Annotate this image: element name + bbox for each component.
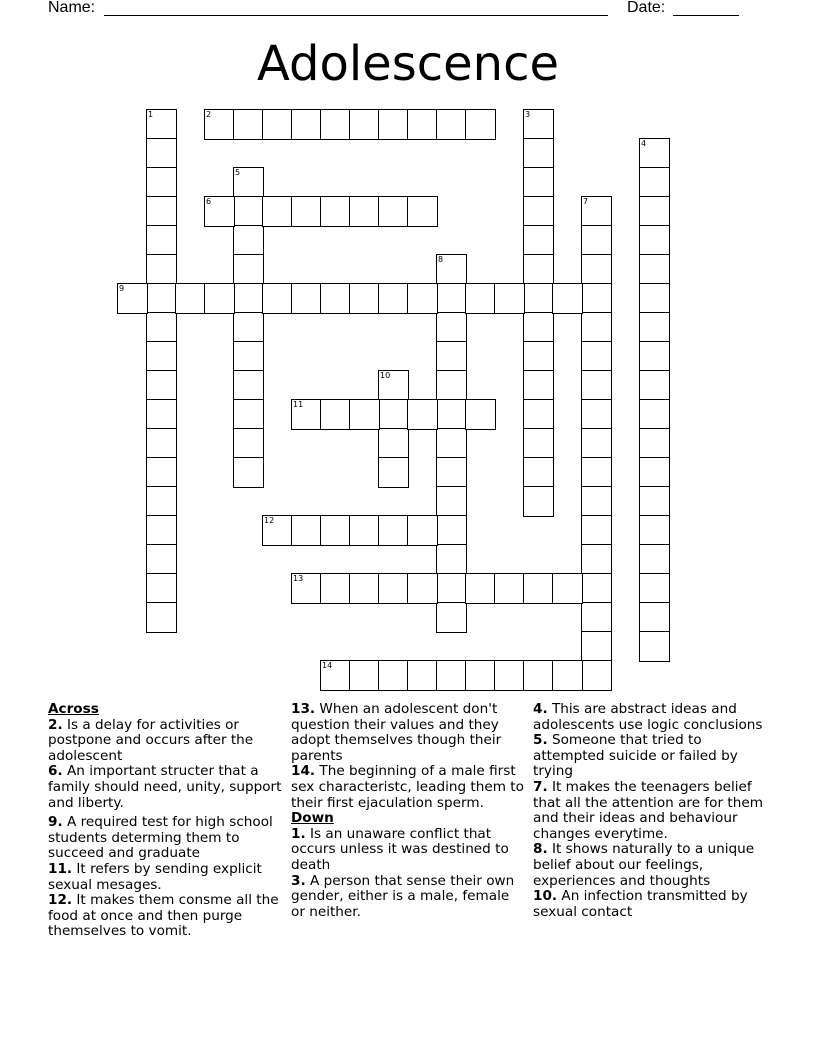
clues-column-3 (533, 702, 773, 920)
grid-cell[interactable] (407, 196, 438, 227)
grid-cell[interactable] (436, 660, 467, 691)
clue-number: 3 (525, 110, 531, 119)
grid-cell[interactable] (320, 660, 351, 691)
grid-cell[interactable] (233, 196, 264, 227)
grid-cell[interactable] (436, 544, 467, 575)
grid-cell[interactable] (291, 399, 322, 430)
clues-column-1 (48, 702, 284, 940)
grid-cell[interactable] (523, 283, 554, 314)
grid-cell[interactable] (436, 109, 467, 140)
name-label: Name: (48, 0, 96, 16)
clue-number: 14 (322, 661, 333, 670)
grid-cell[interactable] (291, 283, 322, 314)
grid-cell[interactable] (639, 341, 670, 372)
grid-cell[interactable] (639, 254, 670, 285)
grid-cell[interactable] (436, 254, 467, 285)
grid-cell[interactable] (320, 515, 351, 546)
grid-cell[interactable] (639, 312, 670, 343)
grid-cell[interactable] (523, 486, 554, 517)
grid-cell[interactable] (465, 283, 496, 314)
grid-cell[interactable] (146, 370, 177, 401)
grid-cell[interactable] (349, 660, 380, 691)
grid-cell[interactable] (639, 631, 670, 662)
grid-cell[interactable] (233, 341, 264, 372)
grid-cell[interactable] (581, 457, 612, 488)
grid-cell[interactable] (465, 573, 496, 604)
grid-cell[interactable] (407, 283, 438, 314)
grid-cell[interactable] (233, 428, 264, 459)
grid-cell[interactable] (378, 457, 409, 488)
grid-cell[interactable] (233, 312, 264, 343)
grid-cell[interactable] (639, 138, 670, 169)
grid-cell[interactable] (233, 225, 264, 256)
grid-cell[interactable] (581, 544, 612, 575)
grid-cell[interactable] (523, 428, 554, 459)
grid-cell[interactable] (639, 370, 670, 401)
grid-cell[interactable] (436, 283, 467, 314)
grid-cell[interactable] (581, 312, 612, 343)
grid-cell[interactable] (639, 167, 670, 198)
grid-cell[interactable] (204, 109, 235, 140)
grid-cell[interactable] (581, 486, 612, 517)
grid-cell[interactable] (146, 573, 177, 604)
grid-cell[interactable] (494, 573, 525, 604)
grid-cell[interactable] (233, 283, 264, 314)
grid-cell[interactable] (436, 370, 467, 401)
clue-across-14: 14. The beginning of a male first sex characteristc, leading them to their first ejaculation sperm. (291, 763, 524, 811)
grid-cell[interactable] (465, 399, 496, 430)
grid-cell[interactable] (639, 196, 670, 227)
grid-cell[interactable] (349, 573, 380, 604)
grid-cell[interactable] (262, 109, 293, 140)
clue-number: 2 (206, 110, 212, 119)
grid-cell[interactable] (436, 486, 467, 517)
grid-cell[interactable] (581, 631, 612, 662)
grid-cell[interactable] (639, 573, 670, 604)
grid-cell[interactable] (320, 196, 351, 227)
grid-cell[interactable] (639, 428, 670, 459)
clue-number: 6 (206, 197, 212, 206)
grid-cell[interactable] (581, 196, 612, 227)
grid-cell[interactable] (552, 573, 583, 604)
grid-cell[interactable] (407, 399, 438, 430)
grid-cell[interactable] (639, 486, 670, 517)
grid-cell[interactable] (523, 196, 554, 227)
grid-cell[interactable] (436, 515, 467, 546)
grid-cell[interactable] (291, 196, 322, 227)
clue-number: 8 (438, 255, 444, 264)
clue-number: 5 (235, 168, 241, 177)
grid-cell[interactable] (523, 254, 554, 285)
grid-cell[interactable] (639, 544, 670, 575)
grid-cell[interactable] (581, 225, 612, 256)
clue-down-8: 8. It shows naturally to a unique belief about our feelings, experiences and thoughts (533, 841, 755, 889)
grid-cell[interactable] (146, 515, 177, 546)
grid-cell[interactable] (146, 312, 177, 343)
grid-cell[interactable] (581, 515, 612, 546)
grid-cell[interactable] (146, 341, 177, 372)
grid-cell[interactable] (146, 283, 177, 314)
grid-cell[interactable] (146, 428, 177, 459)
grid-cell[interactable] (204, 196, 235, 227)
grid-cell[interactable] (523, 573, 554, 604)
clues-column-2 (291, 702, 527, 920)
grid-cell[interactable] (349, 283, 380, 314)
grid-cell[interactable] (349, 109, 380, 140)
grid-cell[interactable] (523, 312, 554, 343)
grid-cell[interactable] (581, 283, 612, 314)
grid-cell[interactable] (378, 515, 409, 546)
clue-across-12: 12. It makes them consme all the food at once and then purge themselves to vomit. (48, 892, 279, 940)
grid-cell[interactable] (407, 515, 438, 546)
grid-cell[interactable] (146, 399, 177, 430)
grid-cell[interactable] (581, 254, 612, 285)
grid-cell[interactable] (465, 109, 496, 140)
clue-down-7: 7. It makes the teenagers belief that all the attention are for them and their ideas and behaviour changes everytime. (533, 778, 763, 842)
grid-cell[interactable] (523, 167, 554, 198)
grid-cell[interactable] (146, 254, 177, 285)
grid-cell[interactable] (204, 283, 235, 314)
grid-cell[interactable] (262, 196, 293, 227)
grid-cell[interactable] (436, 312, 467, 343)
grid-cell[interactable] (436, 341, 467, 372)
grid-cell[interactable] (146, 602, 177, 633)
grid-cell[interactable] (639, 515, 670, 546)
grid-cell[interactable] (291, 515, 322, 546)
grid-cell[interactable] (320, 573, 351, 604)
grid-cell[interactable] (233, 399, 264, 430)
grid-cell[interactable] (233, 109, 264, 140)
grid-cell[interactable] (146, 196, 177, 227)
grid-cell[interactable] (378, 573, 409, 604)
grid-cell[interactable] (581, 428, 612, 459)
grid-cell[interactable] (146, 167, 177, 198)
grid-cell[interactable] (494, 660, 525, 691)
grid-cell[interactable] (581, 573, 612, 604)
clue-across-11: 11. It refers by sending explicit sexual mesages. (48, 860, 262, 893)
date-label: Date: (627, 0, 666, 16)
clue-down-10: 10. An infection transmitted by sexual contact (533, 888, 748, 920)
grid-cell[interactable] (639, 457, 670, 488)
grid-cell[interactable] (378, 428, 409, 459)
clue-down-5: 5. Someone that tried to attempted suicide or failed by trying (533, 732, 738, 780)
grid-cell[interactable] (523, 138, 554, 169)
grid-cell[interactable] (465, 660, 496, 691)
grid-cell[interactable] (523, 225, 554, 256)
clue-number: 13 (293, 574, 304, 583)
grid-cell[interactable] (581, 370, 612, 401)
grid-cell[interactable] (233, 254, 264, 285)
clue-number: 9 (119, 284, 125, 293)
grid-cell[interactable] (320, 399, 351, 430)
clue-across-6: 6. An important structer that a family should need, unity, support and liberty. (48, 763, 282, 811)
clue-across-13: 13. When an adolescent don't question their values and they adopt themselves though their parents (291, 701, 502, 764)
grid-cell[interactable] (407, 573, 438, 604)
grid-cell[interactable] (233, 457, 264, 488)
clue-down-3: 3. A person that sense their own gender, either is a male, female or neither. (291, 872, 515, 920)
grid-cell[interactable] (233, 167, 264, 198)
clue-across-9: 9. A required test for high school students determing them to succeed and graduate (48, 814, 273, 862)
grid-cell[interactable] (523, 341, 554, 372)
grid-cell[interactable] (146, 486, 177, 517)
grid-cell[interactable] (146, 138, 177, 169)
grid-cell[interactable] (436, 573, 467, 604)
grid-cell[interactable] (349, 515, 380, 546)
clue-number: 7 (583, 197, 589, 206)
grid-cell[interactable] (349, 399, 380, 430)
grid-cell[interactable] (581, 602, 612, 633)
grid-cell[interactable] (146, 457, 177, 488)
grid-cell[interactable] (146, 544, 177, 575)
grid-cell[interactable] (291, 109, 322, 140)
grid-cell[interactable] (639, 225, 670, 256)
grid-cell[interactable] (378, 399, 409, 430)
clue-number: 1 (148, 110, 154, 119)
grid-cell[interactable] (407, 660, 438, 691)
grid-cell[interactable] (639, 283, 670, 314)
grid-cell[interactable] (523, 370, 554, 401)
down-heading: Down (291, 810, 334, 827)
puzzle-title: Adolescence (257, 36, 559, 92)
grid-cell[interactable] (523, 457, 554, 488)
grid-cell[interactable] (407, 109, 438, 140)
grid-cell[interactable] (291, 573, 322, 604)
clue-number: 11 (293, 400, 304, 409)
grid-cell[interactable] (581, 341, 612, 372)
clue-down-1: 1. Is an unaware conflict that occurs unless it was destined to death (291, 825, 509, 873)
grid-cell[interactable] (378, 283, 409, 314)
grid-cell[interactable] (378, 660, 409, 691)
clue-number: 12 (264, 516, 275, 525)
grid-cell[interactable] (523, 109, 554, 140)
clue-across-2: 2. Is a delay for activities or postpone and occurs after the adolescent (48, 716, 254, 764)
grid-cell[interactable] (378, 370, 409, 401)
grid-cell[interactable] (233, 370, 264, 401)
grid-cell[interactable] (494, 283, 525, 314)
grid-cell[interactable] (146, 225, 177, 256)
grid-cell[interactable] (552, 660, 583, 691)
grid-cell[interactable] (262, 283, 293, 314)
clue-number: 4 (641, 139, 647, 148)
clue-down-4: 4. This are abstract ideas and adolescents use logic conclusions (533, 701, 763, 733)
grid-cell[interactable] (320, 109, 351, 140)
grid-cell[interactable] (378, 196, 409, 227)
grid-cell[interactable] (581, 399, 612, 430)
grid-cell[interactable] (581, 660, 612, 691)
grid-cell[interactable] (523, 399, 554, 430)
clue-number: 10 (380, 371, 391, 380)
grid-cell[interactable] (262, 515, 293, 546)
grid-cell[interactable] (552, 283, 583, 314)
grid-cell[interactable] (436, 457, 467, 488)
across-heading: Across (48, 701, 99, 717)
grid-cell[interactable] (436, 602, 467, 633)
grid-cell[interactable] (436, 428, 467, 459)
grid-cell[interactable] (320, 283, 351, 314)
grid-cell[interactable] (639, 602, 670, 633)
grid-cell[interactable] (639, 399, 670, 430)
grid-cell[interactable] (436, 399, 467, 430)
grid-cell[interactable] (378, 109, 409, 140)
grid-cell[interactable] (146, 109, 177, 140)
grid-cell[interactable] (117, 283, 148, 314)
grid-cell[interactable] (349, 196, 380, 227)
grid-cell[interactable] (523, 660, 554, 691)
grid-cell[interactable] (175, 283, 206, 314)
